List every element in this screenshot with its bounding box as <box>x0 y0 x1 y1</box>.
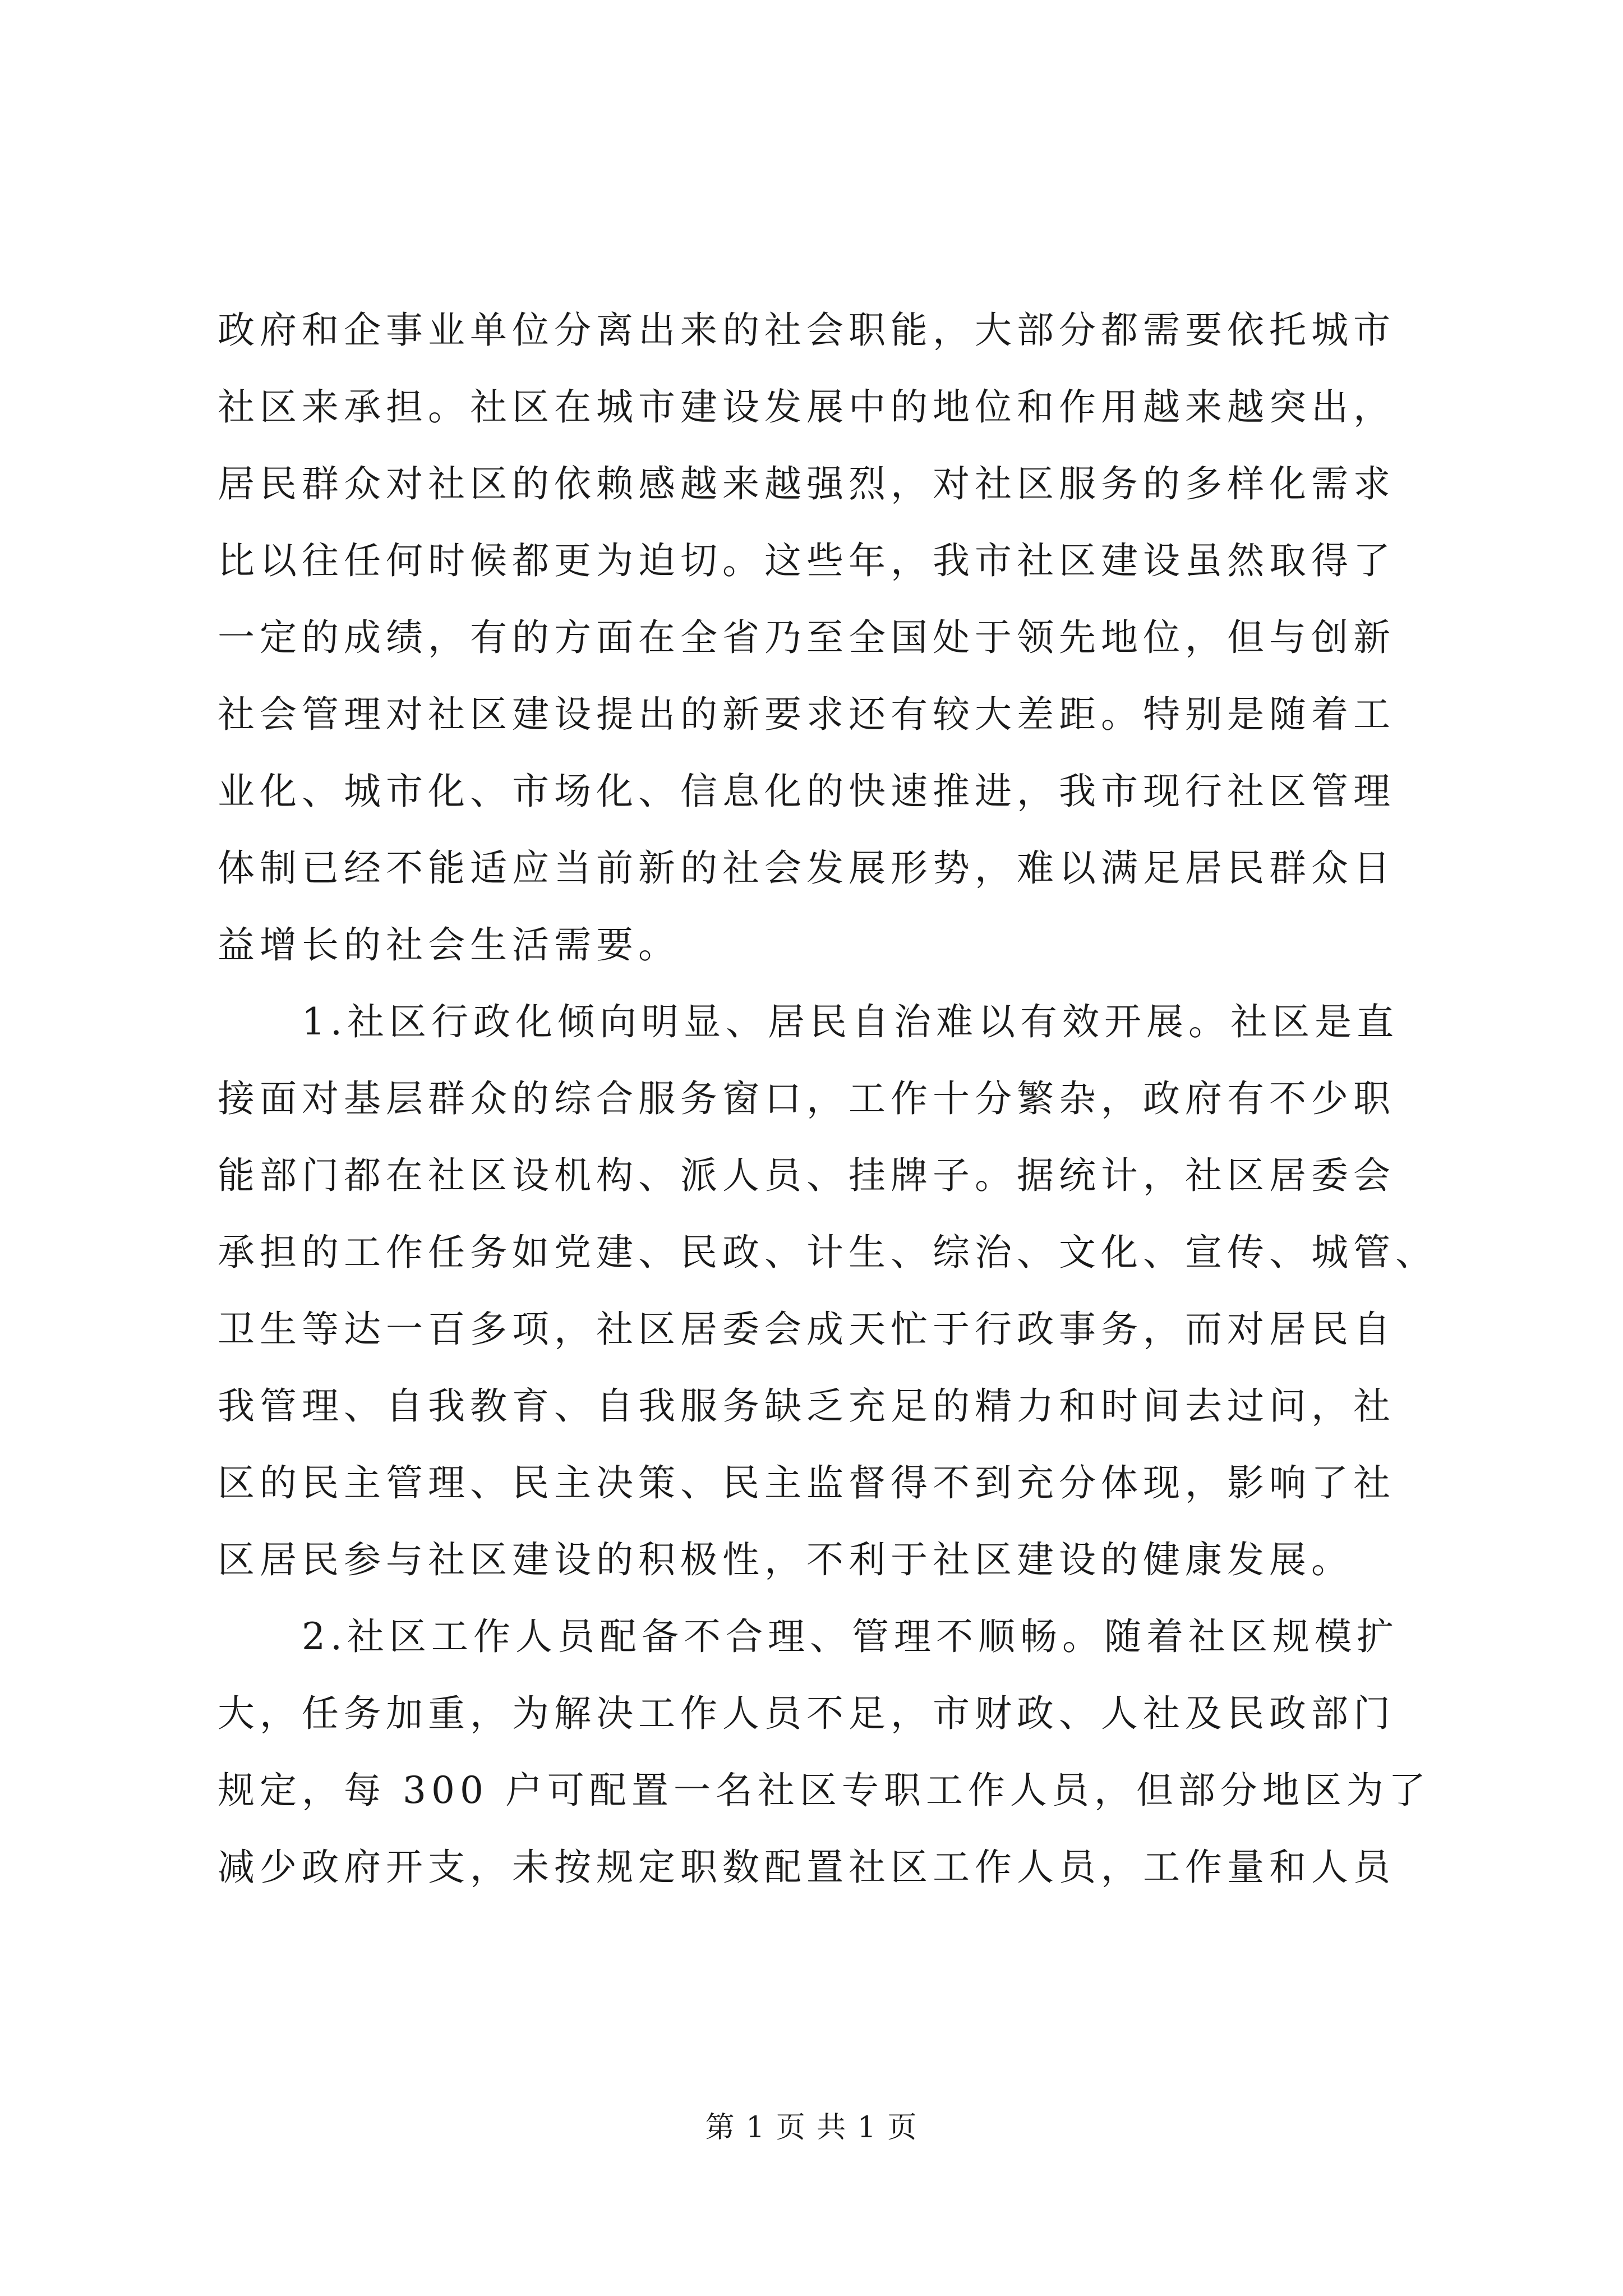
text-line: 承担的工作任务如党建、民政、计生、综治、文化、宣传、城管、 <box>218 1231 1437 1274</box>
text-line: 一定的成绩，有的方面在全省乃至全国处于领先地位，但与创新 <box>218 616 1395 659</box>
paragraph-1-first-line: 1.社区行政化倾向明显、居民自治难以有效开展。社区是直 <box>302 1000 1399 1043</box>
text-line: 卫生等达一百多项，社区居委会成天忙于行政事务，而对居民自 <box>218 1308 1395 1351</box>
text-line: 体制已经不能适应当前新的社会发展形势，难以满足居民群众日 <box>218 846 1395 890</box>
text-line: 业化、城市化、市场化、信息化的快速推进，我市现行社区管理 <box>218 770 1395 813</box>
page-footer: 第 1 页 共 1 页 <box>705 2111 918 2145</box>
text-line: 区的民主管理、民主决策、民主监督得不到充分体现，影响了社 <box>218 1461 1395 1504</box>
text-line: 我管理、自我教育、自我服务缺乏充足的精力和时间去过问，社 <box>218 1384 1395 1428</box>
text-line: 区居民参与社区建设的积极性，不利于社区建设的健康发展。 <box>218 1538 1353 1581</box>
text-line: 规定，每 300 户可配置一名社区专职工作人员，但部分地区为了 <box>218 1769 1431 1812</box>
text-line: 社区来承担。社区在城市建设发展中的地位和作用越来越突出， <box>218 385 1395 429</box>
text-line: 大，任务加重，为解决工作人员不足，市财政、人社及民政部门 <box>218 1692 1395 1735</box>
text-line: 社会管理对社区建设提出的新要求还有较大差距。特别是随着工 <box>218 693 1395 736</box>
text-line: 比以往任何时候都更为迫切。这些年，我市社区建设虽然取得了 <box>218 539 1395 582</box>
text-line: 益增长的社会生活需要。 <box>218 923 680 967</box>
document-body <box>218 292 1437 1906</box>
paragraph-2-first-line: 2.社区工作人员配备不合理、管理不顺畅。随着社区规模扩 <box>302 1615 1399 1658</box>
text-line: 接面对基层群众的综合服务窗口，工作十分繁杂，政府有不少职 <box>218 1077 1395 1120</box>
text-line: 能部门都在社区设机构、派人员、挂牌子。据统计，社区居委会 <box>218 1154 1395 1197</box>
text-line: 减少政府开支，未按规定职数配置社区工作人员，工作量和人员 <box>218 1846 1395 1889</box>
text-line: 居民群众对社区的依赖感越来越强烈，对社区服务的多样化需求 <box>218 462 1395 505</box>
text-line: 政府和企事业单位分离出来的社会职能，大部分都需要依托城市 <box>218 309 1395 352</box>
